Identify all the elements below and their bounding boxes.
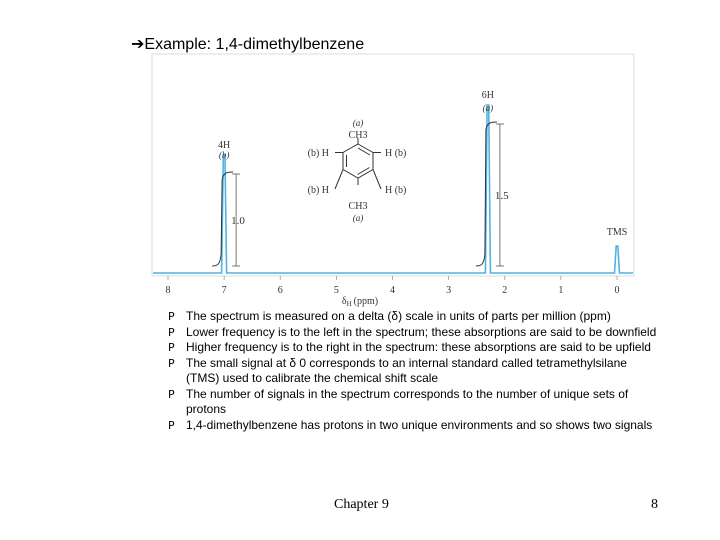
- x-axis-label: [342, 296, 378, 308]
- bullet-item: [168, 340, 660, 356]
- x-tick-label: 3: [446, 285, 452, 296]
- nmr-spectrum: [145, 52, 641, 308]
- bullet-icon: Ρ: [168, 356, 175, 370]
- arrow-icon: ➔: [131, 36, 145, 53]
- x-tick-label: 8: [165, 285, 171, 296]
- slide-title-text: Example: 1,4-dimethylbenzene: [144, 36, 365, 53]
- x-tick-label: 2: [502, 285, 508, 296]
- bullet-list: [168, 309, 660, 433]
- bullet-item: [168, 309, 660, 325]
- page-number: 8: [651, 497, 658, 512]
- integral-value-aromatic: 1.0: [231, 215, 245, 227]
- bullet-item: [168, 387, 660, 418]
- integral-value-methyl: 1.5: [494, 190, 509, 202]
- bullet-text: Lower frequency is to the left in the spectrum; these absorptions are said to be downfield: [186, 324, 657, 339]
- bullet-icon: Ρ: [168, 341, 175, 354]
- structure-bottom-group: (a): [352, 213, 364, 223]
- structure-bottom-substituent: CH3: [348, 201, 368, 212]
- slide-title: [131, 34, 364, 54]
- bond-left-lower-h: [335, 170, 343, 190]
- x-axis-label-sub: H: [346, 300, 352, 308]
- bullet-icon: Ρ: [168, 387, 175, 401]
- bullet-icon: Ρ: [168, 325, 175, 339]
- structure-right-lower: H (b): [385, 185, 407, 196]
- ring-double-bond-1: [358, 148, 370, 155]
- bullet-text: The spectrum is measured on a delta (δ) scale in units of parts per million (ppm): [186, 309, 611, 323]
- footer-chapter: Chapter 9: [334, 497, 389, 512]
- structure-top-substituent: CH3: [348, 130, 368, 141]
- x-axis-label-main: δ: [341, 296, 347, 307]
- bullet-item: [168, 356, 660, 387]
- bond-right-lower-h: [373, 170, 381, 190]
- structure-left-lower: (b) H: [307, 185, 329, 196]
- peak-group-methyl: (a): [482, 103, 494, 113]
- bullet-text: The small signal at δ 0 corresponds to an internal standard called tetramethylsilane (TMS) used to calibrate the chemical shift scale: [186, 355, 627, 385]
- bullet-item: [168, 325, 660, 341]
- x-axis-label-unit: (ppm): [353, 296, 379, 307]
- x-tick-label: 5: [333, 285, 339, 296]
- ring-double-bond-2: [358, 168, 370, 175]
- x-tick-label: 7: [221, 285, 227, 296]
- peak-label-methyl: 6H: [481, 90, 495, 101]
- molecule-structure: [335, 138, 381, 189]
- x-tick-label: 1: [558, 285, 564, 296]
- bullet-icon: Ρ: [168, 418, 175, 432]
- structure-left-upper: (b) H: [307, 148, 329, 159]
- structure-right-upper: H (b): [385, 148, 407, 159]
- x-tick-label: 0: [614, 285, 620, 296]
- bullet-text: Higher frequency is to the right in the spectrum: these absorptions are said to be upfield: [186, 340, 651, 354]
- x-tick-label: 6: [277, 285, 283, 296]
- bullet-item: [168, 418, 660, 434]
- x-axis-ticks: [166, 276, 620, 296]
- benzene-ring: [343, 144, 373, 178]
- x-tick-label: 4: [390, 285, 395, 296]
- bullet-icon: Ρ: [168, 310, 175, 323]
- peak-label-aromatic: 4H: [218, 140, 231, 151]
- peak-label-tms: TMS: [606, 227, 628, 238]
- peak-group-aromatic: (b): [218, 150, 230, 160]
- bullet-text: 1,4-dimethylbenzene has protons in two unique environments and so shows two signals: [186, 417, 653, 432]
- structure-top-group: (a): [352, 118, 364, 128]
- bullet-text: The number of signals in the spectrum corresponds to the number of unique sets of protons: [186, 386, 629, 416]
